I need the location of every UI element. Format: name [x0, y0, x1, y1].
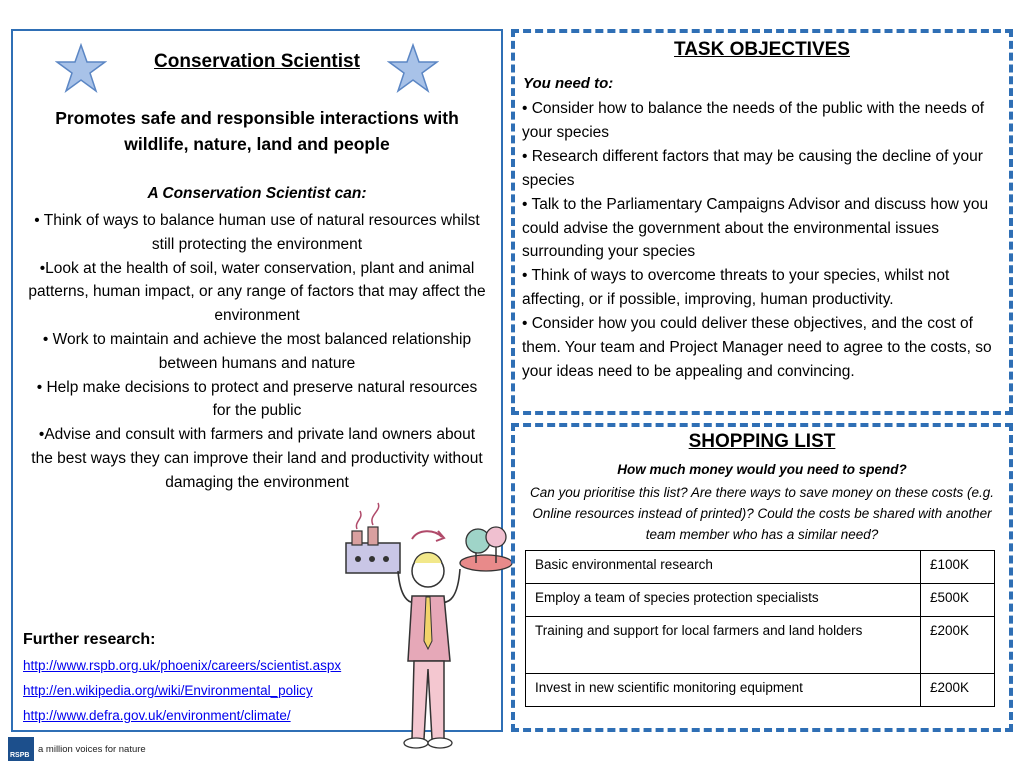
- item-cell: Training and support for local farmers and land holders: [526, 617, 921, 674]
- item-cell: Invest in new scientific monitoring equipment: [526, 674, 921, 707]
- table-row: [526, 674, 995, 707]
- item-cell: Employ a team of species protection specialists: [526, 584, 921, 617]
- rspb-logo: [8, 737, 34, 761]
- role-panel: [11, 29, 503, 732]
- wikipedia-link[interactable]: http://en.wikipedia.org/wiki/Environmental_policy: [23, 683, 313, 698]
- shopping-note: Can you prioritise this list? Are there ways to save money on these costs (e.g. Online resources instead of printed)? Could the costs be shared with another team member who has a similar need?: [530, 485, 994, 542]
- table-row: [526, 551, 995, 584]
- list-item: • Talk to the Parliamentary Campaigns Advisor and discuss how you could advise the government about the environmental issues surrounding your species: [522, 195, 989, 261]
- cost-cell: £200K: [921, 674, 995, 707]
- need-label: You need to:: [523, 75, 614, 92]
- cost-cell: £200K: [921, 617, 995, 674]
- defra-link[interactable]: http://www.defra.gov.uk/environment/climate/: [23, 708, 291, 723]
- role-title: Conservation Scientist: [154, 51, 360, 72]
- objectives-list: [522, 97, 1003, 384]
- list-item: •Advise and consult with farmers and private land owners about the best ways they can improve their land and productivity without damaging the environment: [31, 426, 483, 491]
- table-row: [526, 617, 995, 674]
- shopping-question: How much money would you need to spend?: [617, 462, 907, 477]
- role-tagline: Promotes safe and responsible interactions with wildlife, nature, land and people: [55, 108, 459, 154]
- footer-slogan: a million voices for nature: [38, 743, 146, 755]
- list-item: • Think of ways to overcome threats to your species, whilst not affecting, or if possible, improving, human productivity.: [522, 267, 950, 309]
- task-objectives-panel: [511, 29, 1013, 415]
- abilities-heading: A Conservation Scientist can:: [147, 185, 367, 202]
- list-item: •Look at the health of soil, water conservation, plant and animal patterns, human impact, or any range of factors that may affect the environment: [28, 259, 486, 325]
- footer: [8, 736, 146, 762]
- shopping-list-panel: [511, 423, 1013, 732]
- task-objectives-title: TASK OBJECTIVES: [674, 39, 850, 60]
- abilities-list: [27, 209, 487, 495]
- list-item: • Consider how to balance the needs of the public with the needs of your species: [522, 100, 985, 141]
- table-row: [526, 584, 995, 617]
- item-cell: Basic environmental research: [526, 551, 921, 584]
- shopping-table: [525, 550, 995, 707]
- list-item: • Work to maintain and achieve the most balanced relationship between humans and nature: [42, 330, 472, 372]
- rspb-link[interactable]: http://www.rspb.org.uk/phoenix/careers/scientist.aspx: [23, 658, 342, 673]
- cost-cell: £100K: [921, 551, 995, 584]
- cost-cell: £500K: [921, 584, 995, 617]
- logo-text: RSPB: [10, 752, 30, 759]
- further-research-title: Further research:: [23, 631, 156, 648]
- scientist-clipart: [338, 501, 518, 759]
- list-item: • Think of ways to balance human use of natural resources whilst still protecting the environment: [34, 212, 480, 253]
- shopping-list-title: SHOPPING LIST: [688, 431, 836, 452]
- list-item: • Research different factors that may be causing the decline of your species: [522, 147, 983, 189]
- list-item: • Help make decisions to protect and preserve natural resources for the public: [36, 378, 478, 420]
- list-item: • Consider how you could deliver these objectives, and the cost of them. Your team and Project Manager need to agree to the costs, so your ideas need to be appealing and convincing.: [522, 315, 992, 380]
